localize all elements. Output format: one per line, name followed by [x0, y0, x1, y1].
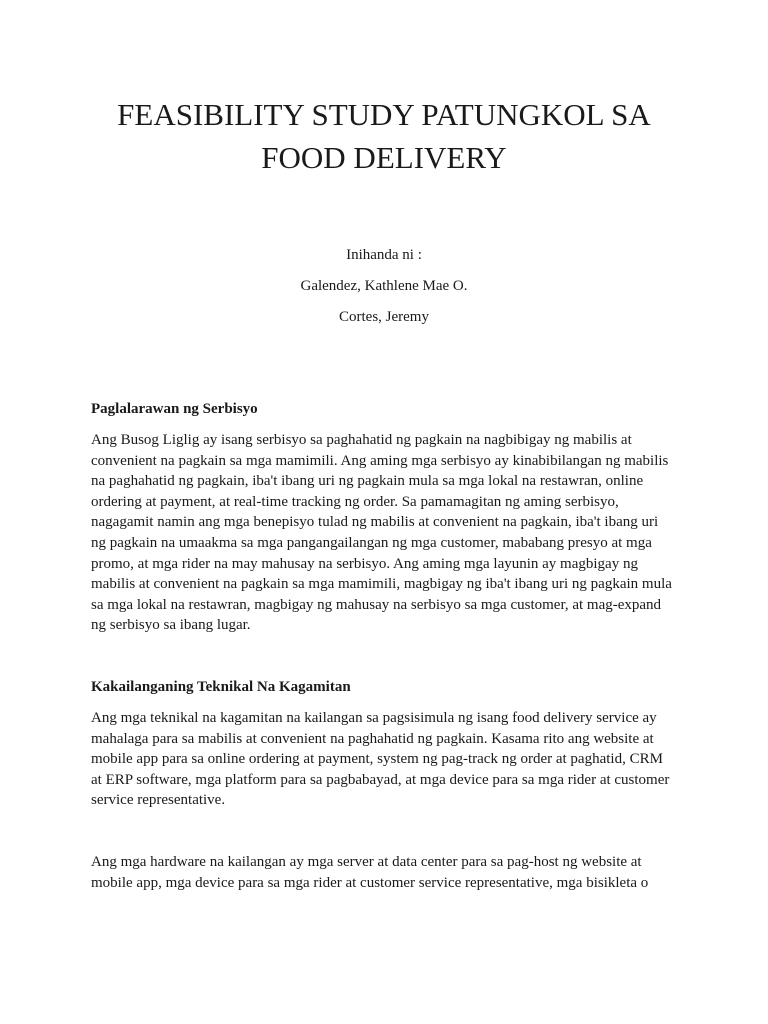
paragraph-line: Ang mga teknikal na kagamitan na kailangan sa pagsisimula ng isang food delivery service ay [91, 710, 657, 726]
paragraph-line: nagagamit namin ang mga benepisyo tulad ng mabilis at convenient na pagkain, iba't ibang uri [91, 514, 659, 531]
paragraph-line: Ang Busog Liglig ay isang serbisyo sa paghahatid ng pagkain na nagbibigay ng mabilis at [91, 432, 632, 448]
paragraph-line: mabilis at convenient na pagkain sa mga mamimili, magbigay ng iba't ibang uri ng pagkain mula [91, 576, 672, 593]
paragraph-line: na paghahatid ng pagkain, iba't ibang uri ng pagkain mula sa mga lokal na restawran, online [91, 473, 644, 490]
paragraph-line: ordering at payment, at real-time tracking ng order. Sa pamamagitan ng aming serbisyo, [91, 493, 619, 510]
paragraph-line: sa mga lokal na restawran, magbigay ng mahusay na serbisyo sa mga customer, at mag-expand [91, 596, 662, 613]
paragraph-line: promo, at mga rider na may mahusay na serbisyo. Ang aming mga layunin ay magbigay ng [91, 555, 638, 572]
author-name: Cortes, Jeremy [339, 309, 429, 325]
section-paragraph [91, 430, 691, 636]
author-name: Galendez, Kathlene Mae O. [300, 278, 468, 294]
paragraph-line: ng pagkain na umaakma sa mga pangangailangan ng mga customer, mababang presyo at mga [91, 534, 652, 551]
section-paragraph [91, 708, 691, 811]
section-paragraph [91, 852, 691, 893]
paragraph-line: mobile app, mga device para sa mga rider at customer service representative, mga bisikleta o [91, 874, 649, 891]
section-heading: Paglalarawan ng Serbisyo [91, 401, 258, 417]
title-line-1: FEASIBILITY STUDY PATUNGKOL SA [117, 97, 651, 132]
prepared-by-label: Inihanda ni : [346, 247, 422, 263]
paragraph-line: ng serbisyo sa ibang lugar. [91, 617, 251, 634]
paragraph-line: convenient na pagkain sa mga mamimili. Ang aming mga serbisyo ay kinabibilangan ng mabilis [91, 452, 669, 469]
section-heading: Kakailanganing Teknikal Na Kagamitan [91, 679, 351, 695]
paragraph-line: Ang mga hardware na kailangan ay mga server at data center para sa pag-host ng website at [91, 854, 642, 870]
document-title [60, 93, 708, 179]
title-line-2: FOOD DELIVERY [261, 140, 507, 175]
paragraph-line: mahalaga para sa mabilis at convenient na paghahatid ng pagkain. Kasama rito ang website at [91, 730, 654, 747]
paragraph-line: service representative. [91, 792, 226, 809]
paragraph-line: at ERP software, mga platform para sa pagbabayad, at mga device para sa mga rider at customer [91, 771, 670, 788]
paragraph-line: mobile app para sa online ordering at payment, system ng pag-track ng order at paghatid, CRM [91, 751, 663, 768]
